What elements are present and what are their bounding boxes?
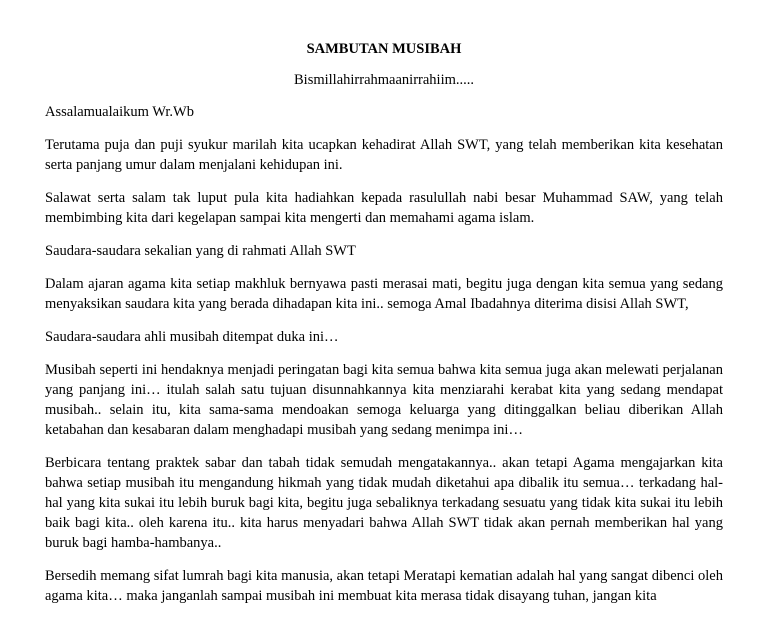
paragraph-reminder: Musibah seperti ini hendaknya menjadi peringatan bagi kita semua bahwa kita semua juga akan melewati perjalanan yang panjang ini… itulah salah satu tujuan disunnahkannya kita menziarahi kerabat kita yang sedang mendapat musibah.. selain itu, kita sama-sama mendoakan semoga keluarga yang ditinggalkan beliau diberikan Allah ketabahan dan kesabaran dalam menghadapi musibah yang sedang menimpa ini… [45,362,723,438]
paragraph-praise: Terutama puja dan puji syukur marilah kita ucapkan kehadirat Allah SWT, yang telah memberikan kita kesehatan serta panjang umur dalam menjalani kehidupan ini. [45,137,723,173]
paragraph-address-2: Saudara-saudara ahli musibah ditempat duka ini… [45,329,339,345]
paragraph-greeting: Assalamualaikum Wr.Wb [45,104,194,120]
paragraph-grief: Bersedih memang sifat lumrah bagi kita manusia, akan tetapi Meratapi kematian adalah hal yang sangat dibenci oleh agama kita… maka janganlah sampai musibah ini membuat kita merasa tidak disayang tuhan, jangan kita [45,568,723,604]
paragraph-salawat: Salawat serta salam tak luput pula kita hadiahkan kepada rasulullah nabi besar Muhammad SAW, yang telah membimbing kita dari kegelapan sampai kita mengerti dan memahami agama islam. [45,190,723,226]
paragraph-death: Dalam ajaran agama kita setiap makhluk bernyawa pasti merasai mati, begitu juga dengan kita semua yang sedang menyaksikan saudara kita yang berada dihadapan kita ini.. semoga Amal Ibadahnya diterima disisi Allah SWT, [45,276,723,312]
basmalah-line: Bismillahirrahmaanirrahiim..... [294,72,474,88]
paragraph-patience: Berbicara tentang praktek sabar dan tabah tidak semudah mengatakannya.. akan tetapi Agama mengajarkan kita bahwa setiap musibah itu mengandung hikmah yang tidak mudah diketahui apa dibalik itu semua… terkadang hal-hal yang kita sukai itu lebih buruk bagi kita, begitu juga sebaliknya terkadang sesuatu yang tidak kita sukai itu lebih baik bagi kita.. oleh karena itu.. kita harus menyadari bahwa Allah SWT tidak akan pernah memberikan hal yang buruk bagi hamba-hambanya.. [45,455,723,551]
document-title: SAMBUTAN MUSIBAH [306,41,462,57]
paragraph-address-1: Saudara-saudara sekalian yang di rahmati Allah SWT [45,243,356,259]
document-page [45,40,723,619]
